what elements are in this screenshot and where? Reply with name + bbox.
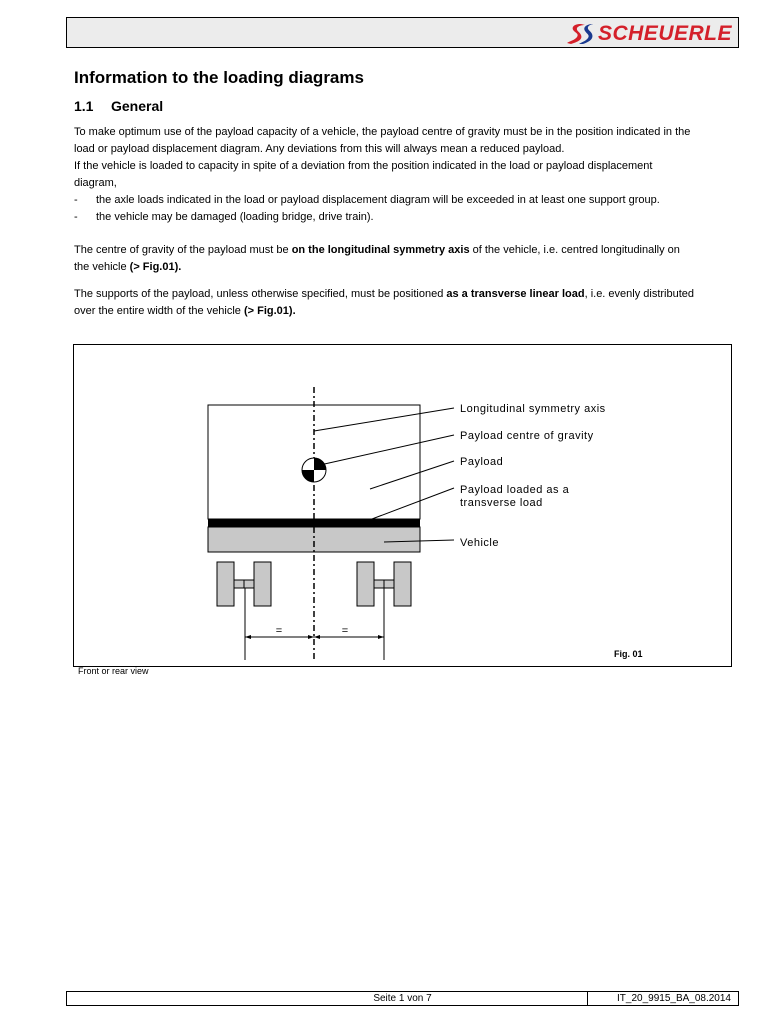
text-line: To make optimum use of the payload capacity of a vehicle, the payload centre of gravity must be in the position indicated in the — [74, 126, 691, 138]
wheel-left-outer — [217, 562, 234, 606]
label-payload: Payload — [460, 456, 504, 468]
list-item — [74, 192, 734, 209]
bullet-dash: - — [74, 194, 78, 206]
figure-reference: (> Fig.01). — [129, 261, 182, 273]
wheel-right-outer — [394, 562, 411, 606]
arrowhead — [378, 635, 384, 639]
figure-reference: (> Fig.01). — [243, 305, 296, 317]
centre-of-gravity-icon — [302, 458, 326, 482]
arrowhead — [314, 635, 320, 639]
supports-paragraph — [74, 286, 734, 320]
text-line: load or payload displacement diagram. Any deviations from this will always mean a reduced payload. — [74, 143, 565, 155]
arrowhead — [308, 635, 314, 639]
label-symmetry-axis: Longitudinal symmetry axis — [460, 403, 606, 415]
document-id: IT_20_9915_BA_08.2014 — [617, 993, 731, 1004]
figure-caption: Front or rear view — [78, 666, 149, 676]
text-line — [74, 303, 734, 320]
wheel-right-inner — [357, 562, 374, 606]
label-transverse-load-2: transverse load — [460, 497, 543, 509]
equal-sign-left: = — [275, 625, 283, 637]
text-run: The supports of the payload, unless otherwise specified, must be positioned — [74, 288, 447, 300]
wheel-left-inner — [254, 562, 271, 606]
text-line — [74, 259, 734, 276]
list-item-text: the axle loads indicated in the load or payload displacement diagram will be exceeded in at least one support group. — [96, 194, 660, 206]
section-heading — [74, 98, 163, 114]
scheuerle-logo — [565, 21, 732, 47]
label-centre-of-gravity: Payload centre of gravity — [460, 430, 594, 442]
page-title: Information to the loading diagrams — [74, 68, 364, 87]
text-run: over the entire width of the vehicle — [74, 305, 244, 317]
figure-01 — [73, 344, 732, 667]
label-transverse-load-1: Payload loaded as a — [460, 484, 570, 496]
arrowhead — [245, 635, 251, 639]
bold-text: on the longitudinal symmetry axis — [291, 244, 470, 256]
logo-mark-icon — [565, 22, 595, 46]
footer-divider — [587, 992, 588, 1005]
page-header — [66, 17, 739, 48]
section-number: 1.1 — [74, 98, 94, 114]
label-vehicle: Vehicle — [460, 537, 499, 549]
cog-paragraph — [74, 242, 734, 276]
equal-sign-right: = — [341, 625, 349, 637]
text-line: If the vehicle is loaded to capacity in spite of a deviation from the position indicated in the load or payload displacement — [74, 160, 653, 172]
figure-number: Fig. 01 — [614, 649, 643, 659]
page-number: Seite 1 von 7 — [373, 993, 432, 1004]
logo-text: SCHEUERLE — [597, 22, 732, 45]
text-run: of the vehicle, i.e. centred longitudinally on — [469, 244, 680, 256]
text-line — [74, 286, 734, 303]
text-run: the vehicle — [74, 261, 130, 273]
intro-paragraph — [74, 124, 734, 226]
list-item — [74, 209, 734, 226]
text-line — [74, 242, 734, 259]
list-item-text: the vehicle may be damaged (loading bridge, drive train). — [96, 211, 374, 223]
loading-diagram — [74, 345, 733, 668]
page-footer — [66, 991, 739, 1006]
text-run: , i.e. evenly distributed — [584, 288, 695, 300]
bullet-dash: - — [74, 211, 78, 223]
text-line: diagram, — [74, 177, 117, 189]
text-run: The centre of gravity of the payload must be — [74, 244, 292, 256]
section-title: General — [111, 98, 164, 114]
bold-text: as a transverse linear load — [446, 288, 585, 300]
